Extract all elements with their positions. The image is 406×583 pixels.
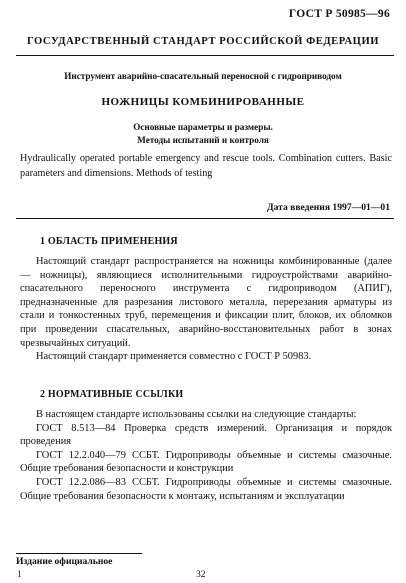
reference-item: ГОСТ 12.2.040—79 ССБТ. Гидроприводы объемные и системы смазочные. Общие требования безопасности и конструкции <box>20 449 392 475</box>
section-2-heading: 2 НОРМАТИВНЫЕ ССЫЛКИ <box>40 389 184 400</box>
footer-rule <box>16 553 142 554</box>
main-title: НОЖНИЦЫ КОМБИНИРОВАННЫЕ <box>101 96 305 108</box>
english-title: Hydraulically operated portable emergency and rescue tools. Combination cutters. Basic parameters and dimensions. Methods of testing <box>20 153 392 179</box>
reference-item: ГОСТ 12.2.086—83 ССБТ. Гидроприводы объемные и системы смазочные. Общие требования безопасности к монтажу, испытаниям и эксплуатации <box>20 476 392 502</box>
subtitle-line-1: Основные параметры и размеры. <box>133 122 273 132</box>
paragraph: Настоящий стандарт применяется совместно с ГОСТ Р 50983. <box>36 351 312 363</box>
subtitle <box>0 121 406 147</box>
header-rule <box>16 55 394 56</box>
document-subject: Инструмент аварийно-спасательный переносной с гидроприводом <box>64 71 342 81</box>
page-number: 32 <box>196 569 206 580</box>
paragraph: В настоящем стандарте использованы ссылки на следующие стандарты: <box>36 409 357 420</box>
section-1-heading: 1 ОБЛАСТЬ ПРИМЕНЕНИЯ <box>40 236 178 247</box>
edition-label: Издание официальное <box>16 556 113 567</box>
standard-title: ГОСУДАРСТВЕННЫЙ СТАНДАРТ РОССИЙСКОЙ ФЕДЕРАЦИИ <box>26 36 380 47</box>
paragraph: Настоящий стандарт распространяется на ножницы комбинированные (далее — ножницы), являющиеся исполнительными гидроустройствами аварийно-спасательного переносного инструмента с гидроприводом (АПИГ), предназначенные для разрезания листового металла, перерезания арматуры из стали и тонкостенных труб, перемещения и фиксации плит, блоков, их обломков при проведении спасательных, аварийно-восстановительных работ в зонах чрезвычайных ситуаций. <box>20 256 392 349</box>
section-2-body <box>20 408 392 503</box>
title-block-rule <box>16 218 394 219</box>
reference-item: ГОСТ 8.513—84 Проверка средств измерений. Организация и порядок проведения <box>20 422 392 448</box>
introduction-date: Дата введения 1997—01—01 <box>267 202 390 213</box>
subtitle-line-2: Методы испытаний и контроля <box>137 135 269 145</box>
section-1-body <box>20 255 392 364</box>
corner-mark: 1 <box>17 569 22 579</box>
document-number: ГОСТ Р 50985—96 <box>288 8 390 20</box>
